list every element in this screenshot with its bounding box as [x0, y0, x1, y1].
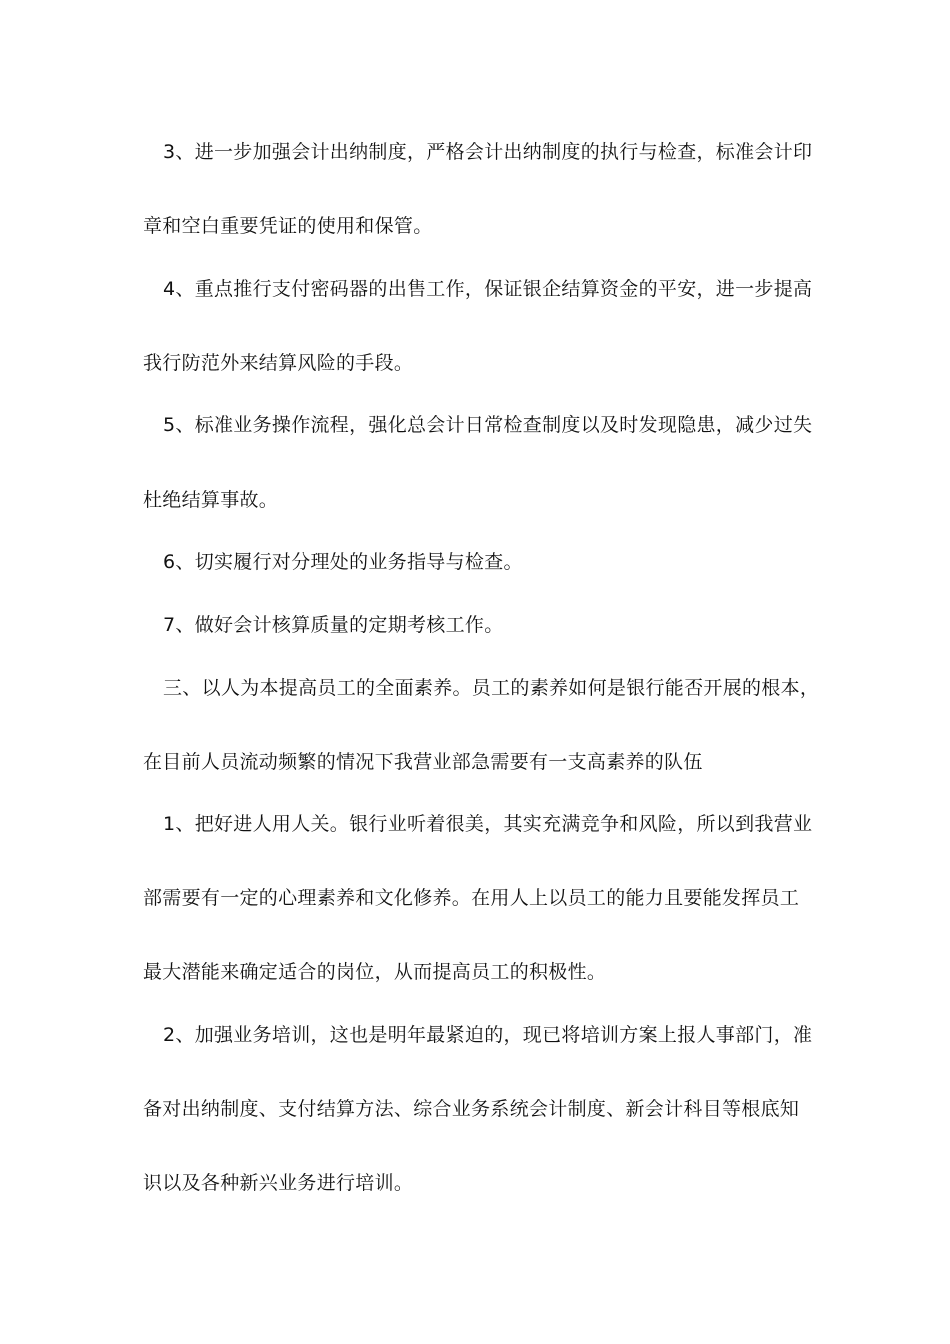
paragraph-sub-1-line-3: 最大潜能来确定适合的岗位，从而提高员工的积极性。	[143, 961, 607, 983]
paragraph-sub-1-line-2: 部需要有一定的心理素养和文化修养。在用人上以员工的能力且要能发挥员工	[143, 887, 800, 909]
paragraph-item-3-line-1: 3、进一步加强会计出纳制度，严格会计出纳制度的执行与检查，标准会计印	[163, 141, 813, 163]
paragraph-sub-1-line-1: 1、把好进人用人关。银行业听着很美，其实充满竞争和风险，所以到我营业	[163, 813, 813, 835]
paragraph-item-4-line-1: 4、重点推行支付密码器的出售工作，保证银企结算资金的平安，进一步提高	[163, 278, 813, 300]
paragraph-item-3-line-2: 章和空白重要凭证的使用和保管。	[143, 215, 433, 237]
paragraph-item-6: 6、切实履行对分理处的业务指导与检查。	[163, 551, 523, 573]
paragraph-item-7: 7、做好会计核算质量的定期考核工作。	[163, 614, 504, 636]
paragraph-sub-2-line-2: 备对出纳制度、支付结算方法、综合业务系统会计制度、新会计科目等根底知	[143, 1098, 800, 1120]
paragraph-item-5-line-1: 5、标准业务操作流程，强化总会计日常检查制度以及时发现隐患，减少过失	[163, 414, 813, 436]
section-three-line-2: 在目前人员流动频繁的情况下我营业部急需要有一支高素养的队伍	[143, 751, 703, 773]
paragraph-sub-2-line-1: 2、加强业务培训，这也是明年最紧迫的，现已将培训方案上报人事部门，准	[163, 1024, 813, 1046]
paragraph-item-4-line-2: 我行防范外来结算风险的手段。	[143, 352, 414, 374]
paragraph-sub-2-line-3: 识以及各种新兴业务进行培训。	[143, 1172, 414, 1194]
section-three-line-1: 三、以人为本提高员工的全面素养。员工的素养如何是银行能否开展的根本，	[163, 677, 820, 699]
paragraph-item-5-line-2: 杜绝结算事故。	[143, 489, 279, 511]
